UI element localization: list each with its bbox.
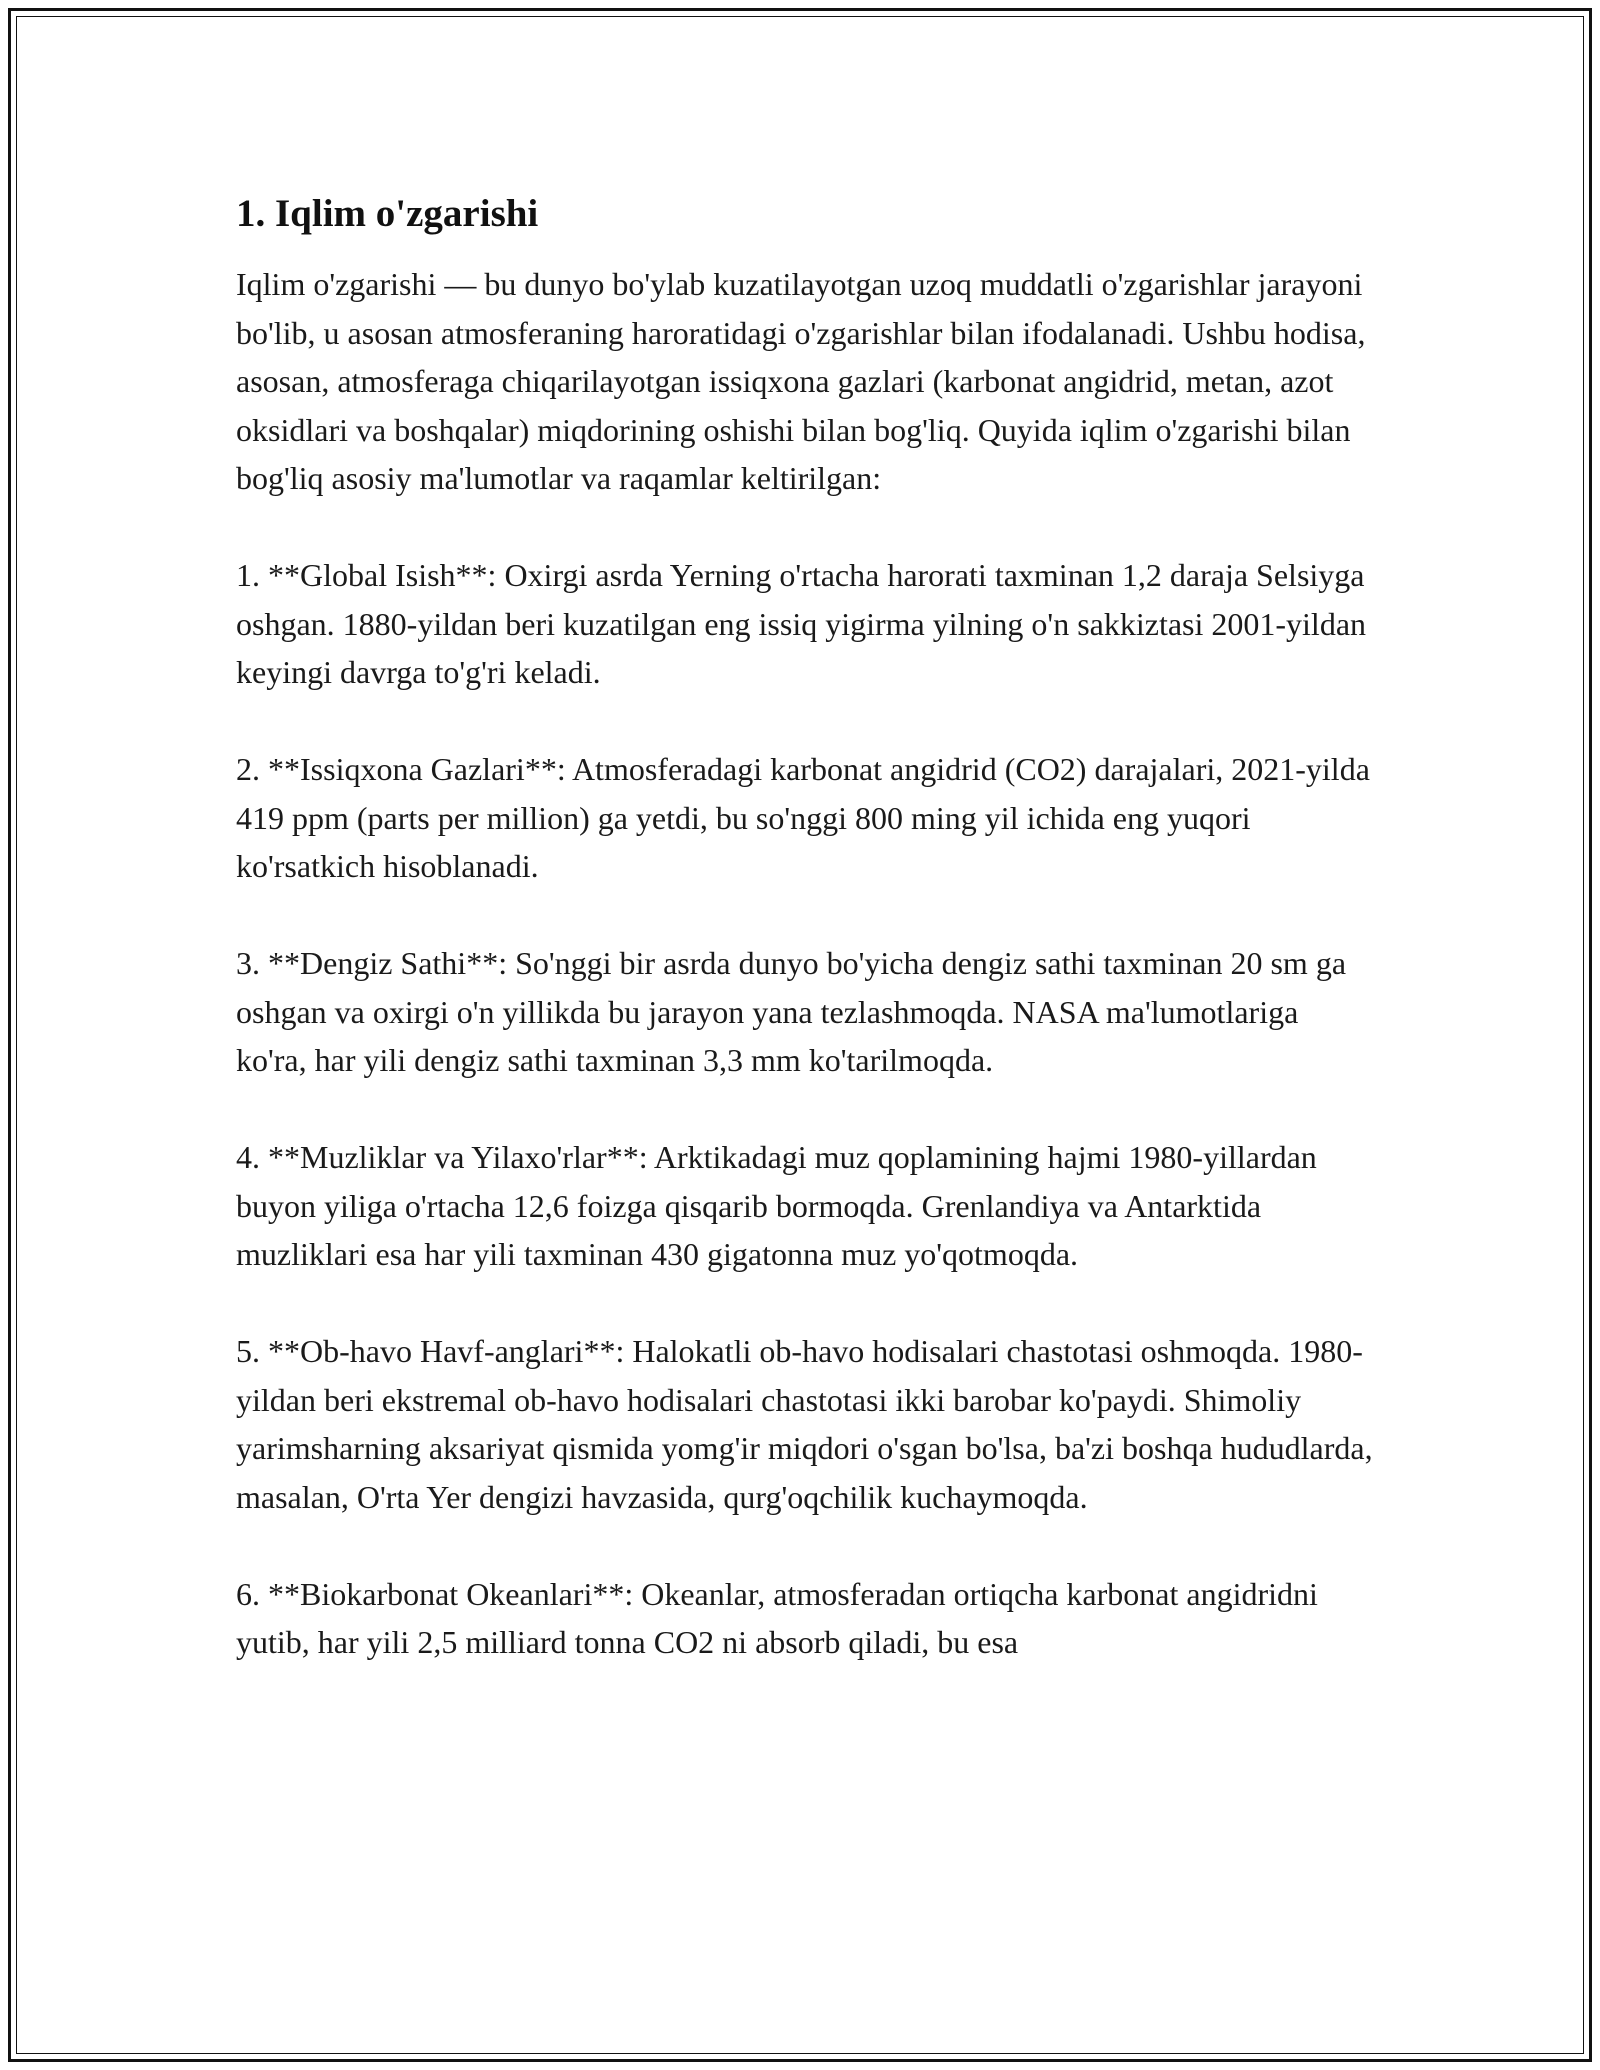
list-item-greenhouse-gases: 2. **Issiqxona Gazlari**: Atmosferadagi karbonat angidrid (CO2) darajalari, 2021-yilda 419 ppm (parts per million) ga yetdi, bu so'nggi 800 ming yil ichida eng yuqori ko'rsatkich hisoblanadi. [236,751,1370,884]
list-item-oceans: 6. **Biokarbonat Okeanlari**: Okeanlar, atmosferadan ortiqcha karbonat angidridni yutib, har yili 2,5 milliard tonna CO2 ni absorb qiladi, bu esa [236,1575,1318,1660]
intro-paragraph: Iqlim o'zgarishi — bu dunyo bo'ylab kuzatilayotgan uzoq muddatli o'zgarishlar jarayoni bo'lib, u asosan atmosferaning haroratidagi o'zgarishlar bilan ifodalanadi. Ushbu hodisa, asosan, atmosferaga chiqarilayotgan issiqxona gazlari (karbonat angidrid, metan, azot oksidlari va boshqalar) miqdorining oshishi bilan bog'liq. Quyida iqlim o'zgarishi bilan bog'liq asosiy ma'lumotlar va raqamlar keltirilgan: [236,266,1366,496]
list-item-sea-level: 3. **Dengiz Sathi**: So'nggi bir asrda dunyo bo'yicha dengiz sathi taxminan 20 sm ga oshgan va oxirgi o'n yillikda bu jarayon yana tezlashmoqda. NASA ma'lumotlariga ko'ra, har yili dengiz sathi taxminan 3,3 mm ko'tarilmoqda. [236,945,1347,1078]
list-item-weather-hazards: 5. **Ob-havo Havf-anglari**: Halokatli ob-havo hodisalari chastotasi oshmoqda. 1980-yildan beri ekstremal ob-havo hodisalari chastotasi ikki barobar ko'paydi. Shimoliy yarimsharning aksariyat qismida yomg'ir miqdori o'sgan bo'lsa, ba'zi boshqa hududlarda, masalan, O'rta Yer dengizi havzasida, qurg'oqchilik kuchaymoqda. [236,1333,1373,1515]
list-item-global-warming: 1. **Global Isish**: Oxirgi asrda Yerning o'rtacha harorati taxminan 1,2 daraja Selsiyga oshgan. 1880-yildan beri kuzatilgan eng issiq yigirma yilning o'n sakkiztasi 2001-yildan keyingi davrga to'g'ri keladi. [236,557,1367,690]
document-body [236,188,1376,1715]
section-title: 1. Iqlim o'zgarishi [236,192,539,235]
list-item-glaciers: 4. **Muzliklar va Yilaxo'rlar**: Arktikadagi muz qoplamining hajmi 1980-yillardan buyon yiliga o'rtacha 12,6 foizga qisqarib bormoqda. Grenlandiya va Antarktida muzliklari esa har yili taxminan 430 gigatonna muz yo'qotmoqda. [236,1139,1317,1272]
